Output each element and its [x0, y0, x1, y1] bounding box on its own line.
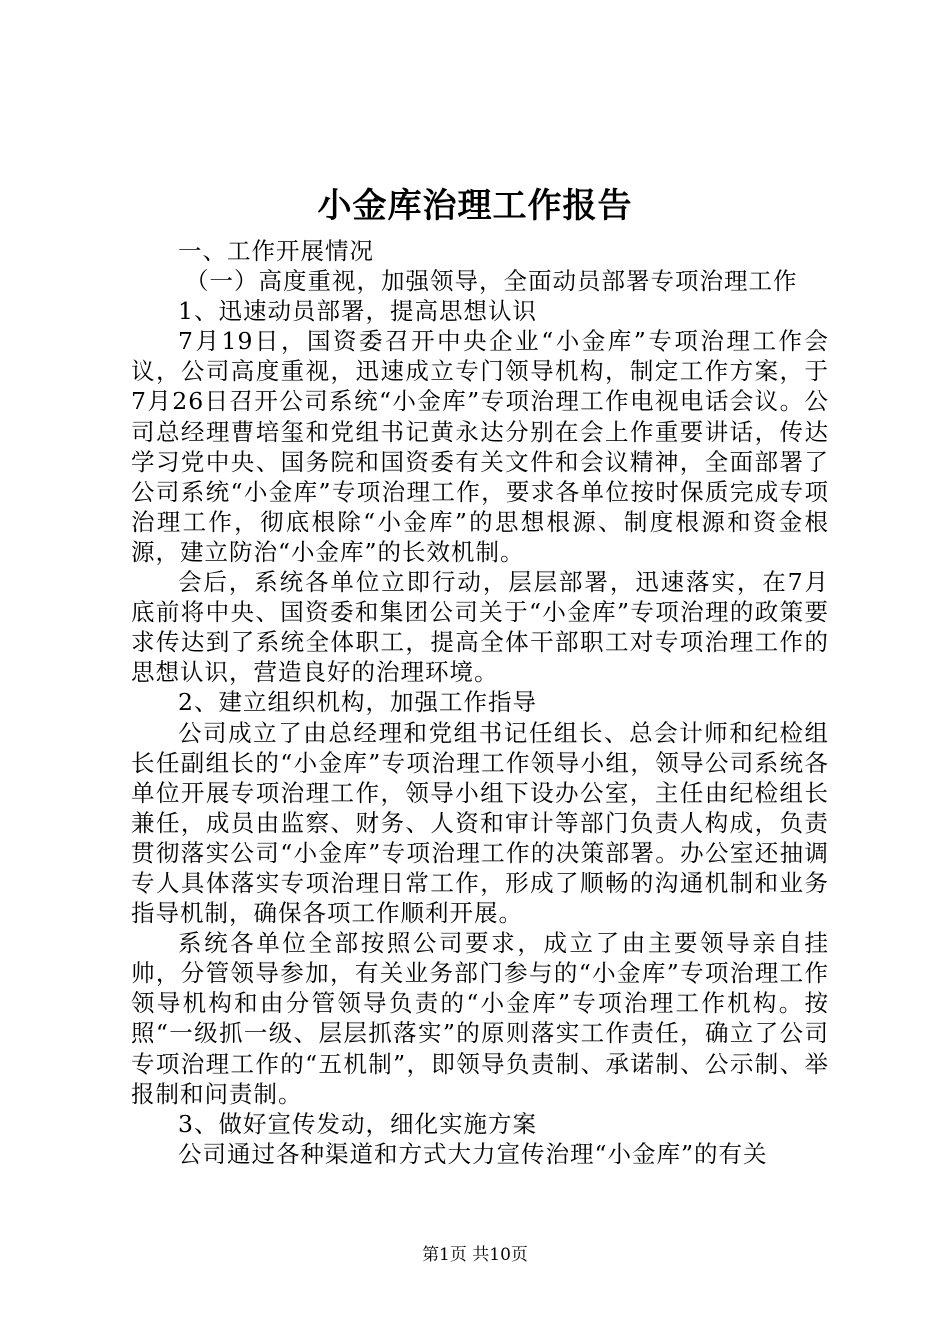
body-paragraph: 会后，系统各单位立即行动，层层部署，迅速落实，在7月底前将中央、国资委和集团公司关于“小金库”专项治理的政策要求传达到了系统全体职工，提高全体干部职工对专项治理工作的思想认识，营造良好的治理环境。	[131, 568, 829, 687]
body-paragraph: 7月19日，国资委召开中央企业“小金库”专项治理工作会议，公司高度重视，迅速成立专门领导机构，制定工作方案，于7月26日召开公司系统“小金库”专项治理工作电视电话会议。公司总经理曹培玺和党组书记黄永达分别在会上作重要讲话，传达学习党中央、国务院和国资委有关文件和会议精神，全面部署了公司系统“小金库”专项治理工作，要求各单位按时保质完成专项治理工作，彻底根除“小金库”的思想根源、制度根源和资金根源，建立防治“小金库”的长效机制。	[131, 327, 829, 566]
document-body	[131, 236, 829, 1169]
subsection-heading: （一）高度重视，加强领导，全面动员部署专项治理工作	[185, 267, 798, 296]
document-title: 小金库治理工作报告	[317, 186, 633, 226]
item-heading: 3、做好宣传发动，细化实施方案	[178, 1109, 537, 1138]
item-heading: 2、建立组织机构，加强工作指导	[178, 688, 537, 717]
page-footer: 第1页 共10页	[422, 1245, 528, 1265]
body-paragraph: 系统各单位全部按照公司要求，成立了由主要领导亲自挂帅，分管领导参加，有关业务部门参与的“小金库”专项治理工作领导机构和由分管领导负责的“小金库”专项治理工作机构。按照“一级抓一级、层层抓落实”的原则落实工作责任，确立了公司专项治理工作的“五机制”，即领导负责制、承诺制、公示制、举报制和问责制。	[131, 929, 829, 1108]
body-paragraph: 公司通过各种渠道和方式大力宣传治理“小金库”的有关	[178, 1139, 768, 1168]
section-heading: 一、工作开展情况	[178, 237, 374, 265]
item-heading: 1、迅速动员部署，提高思想认识	[178, 297, 537, 326]
body-paragraph: 公司成立了由总经理和党组书记任组长、总会计师和纪检组长任副组长的“小金库”专项治理工作领导小组，领导公司系统各单位开展专项治理工作，领导小组下设办公室，主任由纪检组长兼任，成员由监察、财务、人资和审计等部门负责人构成，负责贯彻落实公司“小金库”专项治理工作的决策部署。办公室还抽调专人具体落实专项治理日常工作，形成了顺畅的沟通机制和业务指导机制，确保各项工作顺利开展。	[131, 718, 829, 928]
